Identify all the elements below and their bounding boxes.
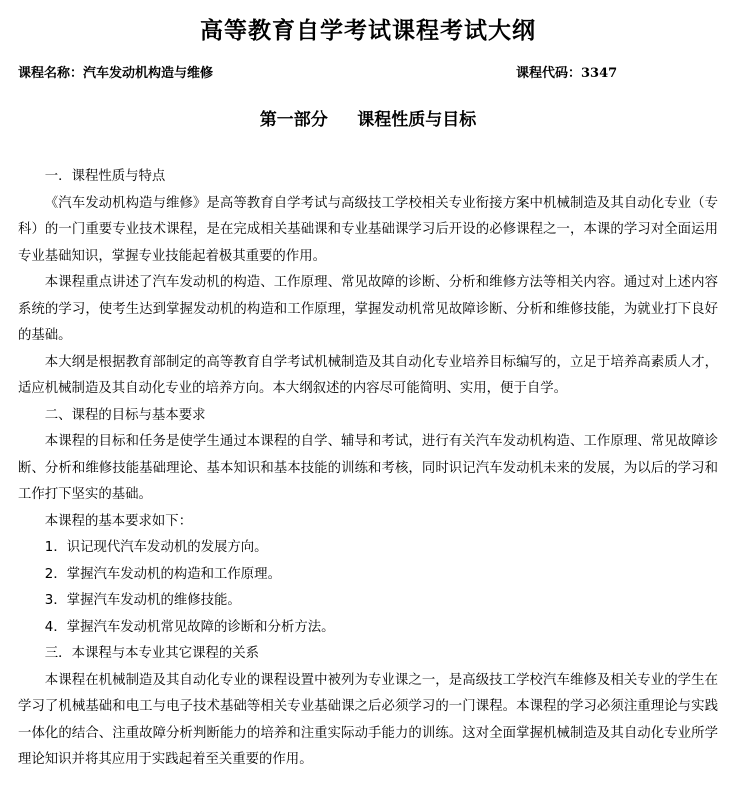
document-title: 高等教育自学考试课程考试大纲 [200,17,536,44]
paragraph: 《汽车发动机构造与维修》是高等教育自学考试与高级技工学校相关专业衔接方案中机械制造及其自动化专业（专科）的一门重要专业技术课程，是在完成相关基础课和专业基础课学习后开设的必修课程之一，本课的学习对全面运用专业基础知识，掌握专业技能起着极其重要的作用。 [18,195,718,264]
section-heading-2: 二、课程的目标与基本要求 [44,407,206,423]
paragraph: 本课程的基本要求如下： [44,513,193,529]
paragraph: 本课程的目标和任务是使学生通过本课程的自学、辅导和考试，进行有关汽车发动机构造、工作原理、常见故障诊断、分析和维修技能基础理论、基本知识和基本技能的训练和考核，同时识记汽车发动机未来的发展，为以后的学习和工作打下坚实的基础。 [18,434,718,502]
paragraph: 本课程在机械制造及其自动化专业的课程设置中被列为专业课之一，是高级技工学校汽车维修及相关专业的学生在学习了机械基础和电工与电子技术基础等相关专业基础课之后必须学习的一门课程。本课程的学习必须注重理论与实践一体化的结合、注重故障分析判断能力的培养和注重实际动手能力的训练。这对全面掌握机械制造及其自动化专业所学理论知识并将其应用于实践起着至关重要的作用。 [18,672,718,767]
course-meta-row [18,63,718,85]
course-name: 课程名称：汽车发动机构造与维修 [18,66,214,81]
paragraph: 本大纲是根据教育部制定的高等教育自学考试机械制造及其自动化专业培养目标编写的，立足于培养高素质人才，适应机械制造及其自动化专业的培养方向。本大纲叙述的内容尽可能简明、实用，便于自学。 [18,354,718,396]
course-code: 课程代码：3347 [516,66,618,81]
section-heading-1: 一．课程性质与特点 [44,169,166,184]
list-item: 3．掌握汽车发动机的维修技能。 [44,593,241,608]
list-item: 4．掌握汽车发动机常见故障的诊断和分析方法。 [44,619,335,635]
paragraph: 本课程重点讲述了汽车发动机的构造、工作原理、常见故障的诊断、分析和维修方法等相关内容。通过对上述内容系统的学习，使考生达到掌握发动机的构造和工作原理，掌握发动机常见故障诊断、分析和维修技能，为就业打下良好的基础。 [18,275,718,343]
part-heading: 第一部分 课程性质与目标 [259,110,477,130]
list-item: 1．识记现代汽车发动机的发展方向。 [44,540,268,555]
section-heading-3: 三．本课程与本专业其它课程的关系 [44,646,260,661]
list-item: 2．掌握汽车发动机的构造和工作原理。 [44,566,281,582]
document-body [18,164,718,774]
